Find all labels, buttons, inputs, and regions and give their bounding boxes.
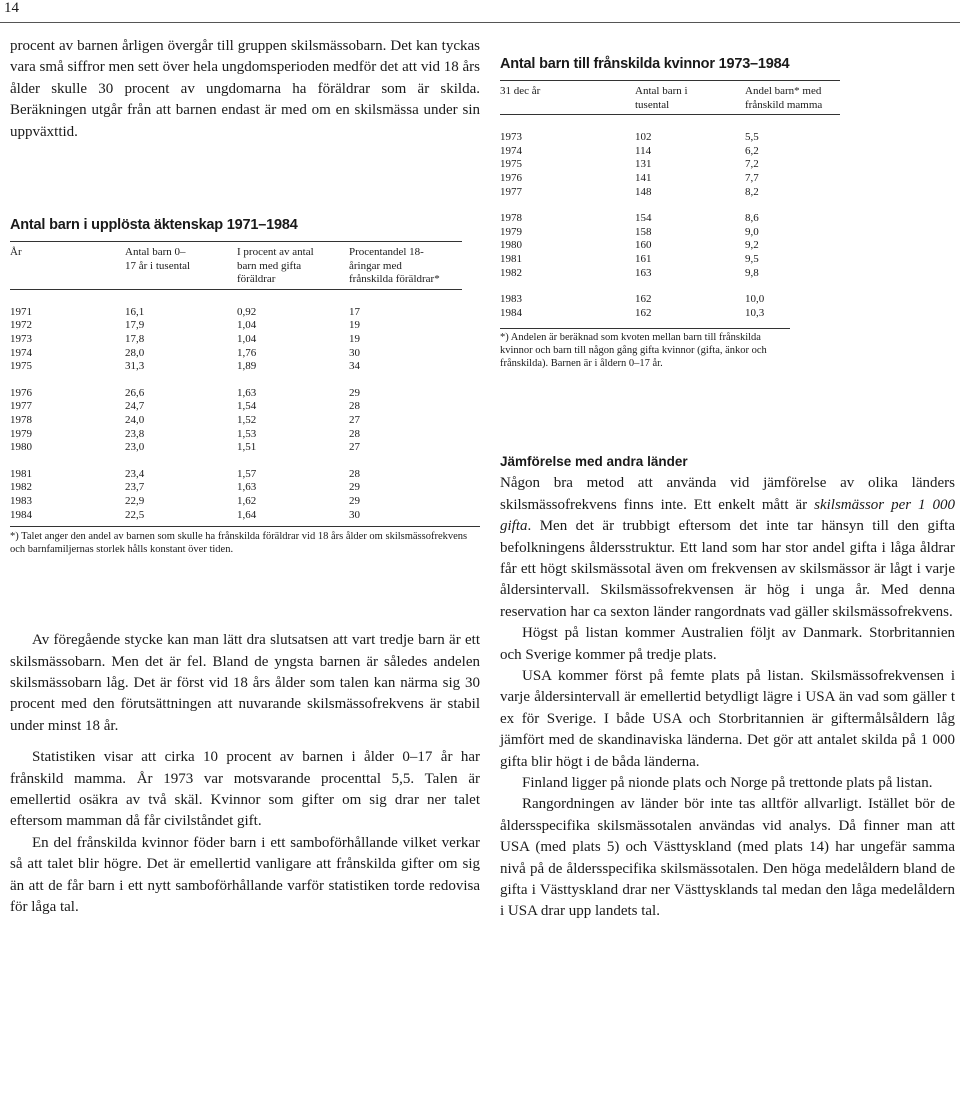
text-run: . Men det är trubbigt eftersom det inte tar hänsyn till den gifta befolkningens åldersstruktur. Ett land som har stor andel gifta i låga åldrar får ett högt skilsmässotal även om frekvensen av skilsmässor är lågt i varje åldersintervall. Skilsmässofrekvensen är hög i unga år. Med denna reservation har ca sexton länder rangordnats vad gäller skilsmässofrekvens.: [500, 518, 955, 620]
col-header-share: Procentandel 18-åringar med frånskilda föräldrar*: [349, 242, 462, 290]
paragraph: [500, 473, 955, 623]
table-row: [500, 172, 840, 186]
table-cell: 1973: [10, 333, 32, 345]
table-row: [500, 145, 840, 159]
paragraph: USA kommer först på femte plats på listan. Skilsmässofrekvensen i varje åldersintervall är emellertid betydligt lägre i USA än vad som gäller t ex för Sverige. I både USA och Storbritannien är giftermålsåldern låg jämfört med de skandinaviska länderna. Det gör att antalet skilda på 1 000 gifta blir högt i de båda länderna.: [500, 667, 955, 770]
table-cell: 1,89: [237, 360, 257, 373]
table-cell: 1,63: [237, 386, 257, 399]
table-cell: 162: [635, 306, 652, 319]
table-cell: 1972: [10, 319, 32, 332]
table-cell: 19: [349, 319, 360, 332]
paragraph: Rangordningen av länder bör inte tas alltför allvarligt. Istället bör de åldersspecifika skilsmässotalen användas vid analys. Då finner man att USA (med plats 5) och Västtyskland (med plats 14) har ungefär samma nivå på de åldersspecifika skilsmässotalen. Den höga medelåldern bland de gifta i Västtyskland drar ner Västtysklands tal medan den låga medelåldern i USA drar upp landets tal.: [500, 796, 955, 920]
table-cell: 1975: [10, 360, 32, 373]
table-cell: 1981: [500, 252, 522, 265]
table-cell: 1973: [500, 131, 522, 144]
text-run: Någon bra metod att använda vid jämförelse av olika länders skilsmässofrekvens finns inte. Ett enkelt mått är: [500, 475, 955, 513]
table-cell: 1971: [10, 305, 32, 318]
table-row: [500, 226, 840, 240]
table-cell: 29: [349, 481, 360, 494]
col-header-percent: I procent av antal barn med gifta föräldrar: [237, 242, 349, 290]
table-cell: 1,54: [237, 400, 257, 413]
table-cell: 9,5: [745, 252, 759, 265]
table-cell: 17,9: [125, 319, 145, 332]
col-header-count: Antal barn i tusental: [635, 81, 745, 115]
table-cell: 6,2: [745, 144, 759, 157]
col-header-year: År: [10, 242, 125, 290]
comparison-section: [500, 454, 955, 923]
table-cell: 1980: [10, 441, 32, 454]
table-cell: 1,76: [237, 346, 257, 359]
table-cell: 23,0: [125, 441, 145, 454]
table-cell: 154: [635, 212, 652, 225]
table-cell: 141: [635, 171, 652, 184]
table-cell: 28: [349, 467, 360, 480]
table-cell: 1978: [10, 413, 32, 426]
paragraph: Statistiken visar att cirka 10 procent av barnen i ålder 0–17 år har frånskild mamma. År 1973 var motsvarande procenttal 5,5. Talen är emellertid osäkra av två skäl. Kvinnor som gifter om sig drar ner talet eftersom mamman då får civilståndet gift.: [10, 749, 480, 830]
paragraph: En del frånskilda kvinnor föder barn i ett samboförhållande vilket verkar så att talet blir högre. Det är emellertid vanligare att frånskilda gifter om sig än att de får barn i ett nytt samboförhållande varför statistiken torde redovisa för låga tal.: [10, 834, 480, 915]
table-cell: 131: [635, 158, 652, 171]
table-cell: 7,7: [745, 171, 759, 184]
table-row: [500, 307, 840, 321]
table-cell: 1976: [10, 386, 32, 399]
table-cell: 8,6: [745, 212, 759, 225]
left-text-block: [10, 630, 480, 918]
table-cell: 1984: [10, 508, 32, 521]
intro-paragraph: procent av barnen årligen övergår till gruppen skilsmässobarn. Det kan tyckas vara små siffror men sett över hela ungdomsperioden medför det att vid 18 års ålder skulle 30 procent av ungdomarna ha föräldrar som är skilda. Beräkningen utgår från att barnen endast är med om en skilsmässa under sin uppväxttid.: [10, 38, 481, 140]
header-rule: [0, 22, 960, 23]
table-cell: 29: [349, 386, 360, 399]
table-cell: 1977: [10, 400, 32, 413]
table-cell: 10,3: [745, 306, 765, 319]
table-row: [10, 428, 462, 442]
table-cell: 1982: [500, 266, 522, 279]
table-cell: 28: [349, 427, 360, 440]
section-heading: Jämförelse med andra länder: [500, 454, 688, 470]
left-column: [10, 36, 480, 918]
table-cell: 22,9: [125, 494, 145, 507]
table-cell: 1983: [10, 494, 32, 507]
table-cell: 163: [635, 266, 652, 279]
table-cell: 5,5: [745, 131, 759, 144]
divorced-mothers-table: [500, 80, 840, 320]
italic-term: skilsmässor per 1 000 gifta: [500, 496, 956, 535]
table-cell: 1975: [500, 158, 522, 171]
table-row: [10, 289, 462, 319]
table-cell: 1983: [500, 293, 522, 306]
table-cell: 7,2: [745, 158, 759, 171]
divorce-children-table: [10, 241, 462, 522]
table-cell: 1978: [500, 212, 522, 225]
table-row: [500, 115, 840, 145]
table-cell: 1,57: [237, 467, 257, 480]
table-footnote: *) Talet anger den andel av barnen som skulle ha frånskilda föräldrar vid 18 års ålder om skilsmässofrekvens och barnfamiljernas storlek hålls konstant över tiden.: [10, 526, 480, 556]
table-cell: 27: [349, 413, 360, 426]
table-cell: 28,0: [125, 346, 145, 359]
table-footnote: *) Andelen är beräknad som kvoten mellan barn till frånskilda kvinnor och barn till någon gång gifta kvinnor (gifta, änkor och frånskilda). Barnen är i åldern 0–17 år.: [500, 328, 790, 370]
page-number: 14: [4, 0, 19, 16]
table-cell: 30: [349, 508, 360, 521]
table-row: [10, 455, 462, 482]
col-header-year: 31 dec år: [500, 81, 635, 115]
table-cell: 1,04: [237, 319, 257, 332]
table-row: [10, 333, 462, 347]
table-cell: 24,0: [125, 413, 145, 426]
table-row: [10, 495, 462, 509]
table-cell: 1981: [10, 467, 32, 480]
table-cell: 23,4: [125, 467, 145, 480]
table-title: Antal barn i upplösta äktenskap 1971–1984: [10, 217, 298, 234]
table-cell: 1,52: [237, 413, 257, 426]
table-cell: 28: [349, 400, 360, 413]
table-cell: 1,62: [237, 494, 257, 507]
table-cell: 26,6: [125, 386, 145, 399]
table-cell: 1,63: [237, 481, 257, 494]
table-row: [10, 319, 462, 333]
table-cell: 9,2: [745, 239, 759, 252]
table-row: [500, 186, 840, 200]
paragraph: Högst på listan kommer Australien följt av Danmark. Storbritannien och Sverige kommer på tredje plats.: [500, 625, 955, 663]
table-row: [10, 414, 462, 428]
table-cell: 158: [635, 225, 652, 238]
table-header-row: [500, 81, 840, 115]
table-row: [500, 239, 840, 253]
table-cell: 30: [349, 346, 360, 359]
table-cell: 1,53: [237, 427, 257, 440]
table-cell: 1,51: [237, 441, 257, 454]
col-header-share: Andel barn* med frånskild mamma: [745, 81, 840, 115]
table-cell: 1979: [500, 225, 522, 238]
table-cell: 102: [635, 131, 652, 144]
table-row: [10, 509, 462, 523]
table-cell: 31,3: [125, 360, 145, 373]
divorced-mothers-table-block: [500, 56, 955, 370]
table-cell: 1982: [10, 481, 32, 494]
col-header-count: Antal barn 0–17 år i tusental: [125, 242, 237, 290]
table-cell: 1974: [500, 144, 522, 157]
table-cell: 8,2: [745, 185, 759, 198]
table-cell: 23,7: [125, 481, 145, 494]
table-cell: 0,92: [237, 305, 257, 318]
table-cell: 1977: [500, 185, 522, 198]
table-row: [10, 481, 462, 495]
table-row: [10, 347, 462, 361]
table-cell: 22,5: [125, 508, 145, 521]
table-body: [10, 289, 462, 522]
right-column: [500, 56, 955, 923]
table-row: [10, 360, 462, 374]
table-row: [500, 158, 840, 172]
table-cell: 16,1: [125, 305, 145, 318]
table-cell: 1,04: [237, 333, 257, 345]
table-cell: 29: [349, 494, 360, 507]
table-cell: 17,8: [125, 333, 145, 345]
table-row: [500, 253, 840, 267]
table-row: [10, 441, 462, 455]
table-cell: 9,8: [745, 266, 759, 279]
table-cell: 10,0: [745, 293, 765, 306]
table-cell: 1974: [10, 346, 32, 359]
table-row: [500, 199, 840, 226]
table-row: [500, 280, 840, 307]
table-row: [10, 400, 462, 414]
table-cell: 19: [349, 333, 360, 345]
table-cell: 27: [349, 441, 360, 454]
table-cell: 34: [349, 360, 360, 373]
table-row: [500, 267, 840, 281]
table-cell: 1980: [500, 239, 522, 252]
table-cell: 160: [635, 239, 652, 252]
table-cell: 1979: [10, 427, 32, 440]
table-cell: 1,64: [237, 508, 257, 521]
table-cell: 1984: [500, 306, 522, 319]
table-cell: 1976: [500, 171, 522, 184]
table-title: Antal barn till frånskilda kvinnor 1973–1984: [500, 56, 790, 72]
table-row: [10, 374, 462, 401]
table-cell: 17: [349, 305, 360, 318]
table-cell: 114: [635, 144, 652, 157]
table-cell: 23,8: [125, 427, 145, 440]
paragraph: Av föregående stycke kan man lätt dra slutsatsen att vart tredje barn är ett skilsmässobarn. Men det är fel. Bland de yngsta barnen är således andelen skilsmässobarn låg. Det är först vid 18 års ålder som talen kan närma sig 30 procent med den förutsättningen att nuvarande skilsmässofrekvens är stabil under minst 18 år.: [10, 632, 480, 734]
table-cell: 161: [635, 252, 652, 265]
table-cell: 148: [635, 185, 652, 198]
table-cell: 9,0: [745, 225, 759, 238]
table-cell: 24,7: [125, 400, 145, 413]
table-body: [500, 115, 840, 321]
divorce-children-table-block: [10, 217, 480, 556]
table-cell: 162: [635, 293, 652, 306]
paragraph: Finland ligger på nionde plats och Norge på trettonde plats på listan.: [522, 775, 933, 791]
table-header-row: [10, 242, 462, 290]
